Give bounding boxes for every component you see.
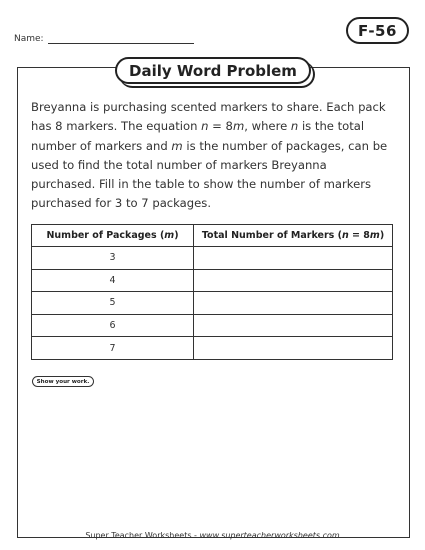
problem-var-n: n [201,119,209,134]
problem-var-m: m [232,119,245,134]
header-var: n [341,230,349,241]
problem-text-part: is the total number of markers and [31,119,365,153]
packages-cell: 5 [32,292,194,315]
header-text: Number of Packages ( [46,230,165,241]
problem-text-part: = 8 [208,119,233,134]
packages-cell: 6 [32,314,194,337]
packages-cell: 3 [32,247,194,270]
header-var: m [369,230,380,241]
markers-answer-cell[interactable] [194,314,393,337]
header-text: ) [379,230,385,241]
problem-var-n: n [290,119,299,134]
table-row [32,269,393,292]
markers-answer-cell[interactable] [194,292,393,315]
packages-cell: 7 [32,337,194,360]
table-row [32,247,393,270]
markers-answer-cell[interactable] [194,269,393,292]
name-input-line[interactable] [48,35,194,44]
packages-cell: 4 [32,269,194,292]
table-row [32,292,393,315]
name-field [14,34,194,44]
header-text: = 8 [348,230,370,241]
header-text: ) [174,230,179,241]
footer-url: www.superteacherworksheets.com [199,531,340,540]
table-header-row [32,225,393,247]
problem-text-part: Breyanna is purchasing scented markers to share. Each pack has 8 markers. The equation [31,100,386,134]
footer-prefix: Super Teacher Worksheets - [85,531,200,540]
table-row [32,337,393,360]
page-title: Daily Word Problem [115,57,311,84]
problem-text-part: , where [244,119,291,134]
column-header-packages [32,225,194,247]
show-work-label: Show your work. [32,376,94,387]
markers-answer-cell[interactable] [194,247,393,270]
markers-answer-cell[interactable] [194,337,393,360]
problem-var-m: m [171,138,183,153]
footer [0,531,425,540]
answer-table [31,224,393,360]
worksheet-code-badge: F-56 [346,17,409,44]
problem-text-part: is the number of packages, can be used to find the total number of markers Breyanna purchased. Fill in the table to show the number of markers purchased for 3 to 7 packages. [31,138,388,211]
column-header-markers [194,225,393,247]
header-text: Total Number of Markers ( [201,230,342,241]
problem-text [31,98,393,214]
header-var: m [164,230,175,241]
name-label: Name: [14,34,44,44]
table-row [32,314,393,337]
